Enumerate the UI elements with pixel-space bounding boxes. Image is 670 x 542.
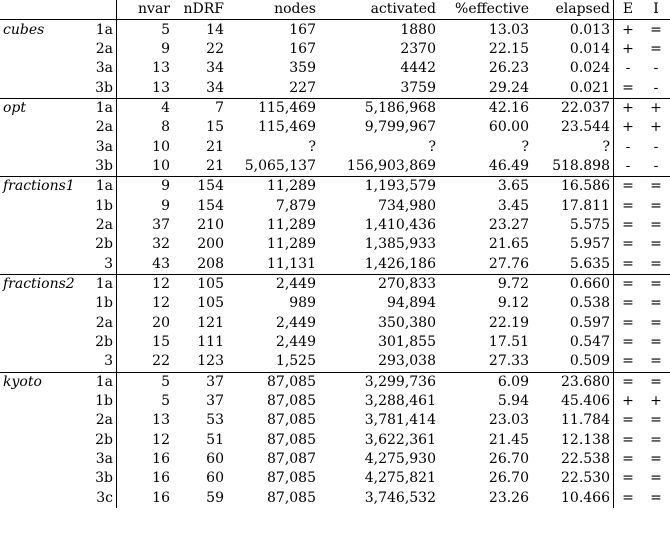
cell-variant: 3b [86, 157, 117, 177]
header-elapsed: elapsed [532, 0, 614, 20]
benchmark-name [0, 450, 86, 469]
cell-nodes: 7,879 [275, 197, 316, 214]
benchmark-name [0, 254, 86, 274]
cell-nvar: 16 [152, 451, 170, 468]
cell-variant: 1b [86, 392, 117, 411]
cell-elapsed: 10.466 [532, 489, 614, 508]
table-row [0, 216, 670, 235]
benchmark-name [0, 314, 86, 333]
cell-effective: 23.27 [488, 216, 529, 233]
cell-i-mark: = [650, 236, 662, 253]
cell-effective: 27.76 [488, 255, 529, 272]
cell-elapsed: ? [532, 137, 614, 156]
cell-nodes: 87,085 [227, 372, 319, 392]
cell-i-mark: = [650, 255, 662, 272]
cell-i-mark: = [650, 216, 662, 233]
cell-nvar: 43 [152, 255, 170, 272]
cell-activated: 1,426,186 [364, 255, 436, 272]
cell-variant: 2b [86, 333, 117, 352]
cell-elapsed: 5.575 [532, 216, 614, 235]
cell-e-mark: = [622, 470, 634, 487]
cell-e-mark: + [622, 393, 634, 410]
cell-activated: 1,385,933 [364, 236, 436, 253]
benchmark-name [0, 431, 86, 450]
table-row [0, 157, 670, 177]
cell-nvar: 13 [152, 412, 170, 429]
table-row [0, 177, 670, 197]
cell-effective: 9.72 [439, 274, 532, 294]
cell-e-mark: = [622, 255, 634, 272]
benchmark-name [0, 157, 86, 177]
cell-ndrf: 111 [197, 334, 224, 351]
cell-i-mark: + [650, 393, 662, 410]
cell-nvar: 10 [152, 138, 170, 155]
cell-effective: 9.12 [497, 295, 529, 312]
cell-variant: 3b [86, 469, 117, 488]
table-row [0, 118, 670, 137]
cell-i-mark: - [653, 138, 659, 155]
cell-variant: 3c [86, 489, 117, 508]
cell-elapsed: 0.014 [532, 40, 614, 59]
cell-effective: 3.65 [439, 177, 532, 197]
table-row [0, 314, 670, 333]
cell-variant: 2a [86, 118, 117, 137]
cell-activated: 734,980 [378, 197, 436, 214]
cell-effective: 29.24 [488, 79, 529, 96]
cell-effective: 60.00 [488, 119, 529, 136]
cell-variant: 3a [86, 450, 117, 469]
header-i: I [642, 0, 670, 20]
cell-nodes: 87,085 [267, 431, 316, 448]
table-row [0, 254, 670, 274]
benchmark-name [0, 392, 86, 411]
cell-ndrf: 21 [206, 138, 224, 155]
cell-effective: 21.45 [488, 431, 529, 448]
cell-nodes: 87,085 [267, 470, 316, 487]
cell-elapsed: 0.013 [532, 20, 614, 40]
cell-activated: 94,894 [387, 295, 436, 312]
cell-nvar: 9 [117, 177, 174, 197]
cell-activated: 1880 [400, 21, 436, 38]
cell-i-mark: = [650, 197, 662, 214]
cell-e-mark: = [614, 372, 643, 392]
cell-i-mark: = [650, 40, 662, 57]
cell-nvar: 32 [152, 236, 170, 253]
table-body [0, 20, 670, 508]
cell-e-mark: + [622, 21, 634, 38]
cell-variant: 1a [86, 20, 117, 40]
cell-e-mark: = [622, 314, 634, 331]
cell-nodes: 2,449 [275, 314, 316, 331]
cell-i-mark: = [650, 412, 662, 429]
cell-i-mark: - [653, 79, 659, 96]
cell-e-mark: = [622, 295, 634, 312]
cell-nodes: 167 [289, 40, 316, 57]
cell-e-mark: + [622, 119, 634, 136]
cell-ndrf: 37 [206, 393, 224, 410]
cell-activated: 156,903,869 [346, 157, 436, 174]
cell-ndrf: 34 [206, 79, 224, 96]
benchmark-name [0, 294, 86, 313]
cell-ndrf: 7 [173, 98, 227, 118]
cell-activated: 4,275,930 [364, 451, 436, 468]
cell-nvar: 20 [152, 314, 170, 331]
cell-ndrf: 123 [197, 353, 224, 370]
table-row [0, 235, 670, 254]
cell-e-mark: + [614, 98, 643, 118]
table-row [0, 431, 670, 450]
header-nodes: nodes [227, 0, 319, 20]
cell-variant: 2a [86, 40, 117, 59]
header-activated: activated [319, 0, 439, 20]
cell-variant: 2b [86, 431, 117, 450]
cell-e-mark: = [614, 177, 643, 197]
cell-activated: 350,380 [378, 314, 436, 331]
cell-elapsed: 0.547 [532, 333, 614, 352]
cell-nodes: 5,065,137 [244, 157, 316, 174]
cell-nodes: 87,085 [267, 393, 316, 410]
cell-elapsed: 0.538 [532, 294, 614, 313]
cell-activated: ? [428, 138, 436, 155]
cell-nodes: 989 [289, 295, 316, 312]
cell-e-mark: = [622, 353, 634, 370]
table-row [0, 469, 670, 488]
cell-i-mark: = [650, 353, 662, 370]
cell-variant: 3a [86, 59, 117, 78]
cell-elapsed: 0.024 [532, 59, 614, 78]
cell-nodes: 2,449 [275, 334, 316, 351]
benchmark-name [0, 59, 86, 78]
cell-variant: 3b [86, 78, 117, 98]
cell-elapsed: 5.957 [532, 235, 614, 254]
table-row [0, 137, 670, 156]
cell-activated: 1,410,436 [364, 216, 436, 233]
cell-nodes: 115,469 [258, 119, 316, 136]
cell-nodes: 87,085 [267, 489, 316, 506]
cell-ndrf: 200 [197, 236, 224, 253]
cell-nvar: 5 [161, 393, 170, 410]
cell-nvar: 4 [117, 98, 174, 118]
cell-activated: 2370 [400, 40, 436, 57]
cell-activated: 4442 [400, 60, 436, 77]
cell-nvar: 12 [117, 274, 174, 294]
cell-ndrf: 210 [197, 216, 224, 233]
cell-elapsed: 17.811 [532, 196, 614, 215]
cell-nvar: 5 [117, 372, 174, 392]
cell-ndrf: 22 [206, 40, 224, 57]
table-row [0, 294, 670, 313]
cell-elapsed: 12.138 [532, 431, 614, 450]
cell-i-mark: = [650, 21, 662, 38]
cell-activated: 5,186,968 [319, 98, 439, 118]
header-row [0, 0, 670, 20]
cell-ndrf: 53 [206, 412, 224, 429]
cell-elapsed: 22.037 [532, 98, 614, 118]
benchmark-name [0, 411, 86, 430]
header-effective: %effective [439, 0, 532, 20]
cell-ndrf: 154 [173, 177, 227, 197]
cell-variant: 2b [86, 235, 117, 254]
cell-effective: 26.23 [488, 60, 529, 77]
benchmark-name: kyoto [0, 372, 86, 392]
cell-ndrf: 14 [206, 21, 224, 38]
cell-nvar: 13 [152, 79, 170, 96]
cell-elapsed: 0.021 [532, 78, 614, 98]
cell-activated: 3,288,461 [364, 393, 436, 410]
cell-variant: 1a [86, 98, 117, 118]
cell-i-mark: = [650, 314, 662, 331]
cell-e-mark: = [614, 274, 643, 294]
cell-effective: 26.70 [488, 470, 529, 487]
cell-nvar: 16 [152, 470, 170, 487]
cell-variant: 1b [86, 196, 117, 215]
cell-variant: 3 [86, 254, 117, 274]
cell-effective: 6.09 [439, 372, 532, 392]
cell-activated: 3,746,532 [364, 489, 436, 506]
cell-nvar: 13 [152, 60, 170, 77]
cell-elapsed: 0.597 [532, 314, 614, 333]
cell-e-mark: = [622, 431, 634, 448]
benchmark-name: fractions1 [0, 177, 86, 197]
cell-nodes: 11,289 [227, 177, 319, 197]
cell-effective: 27.33 [488, 353, 529, 370]
cell-activated: 1,193,579 [319, 177, 439, 197]
cell-i-mark: = [650, 334, 662, 351]
cell-elapsed: 0.509 [532, 352, 614, 372]
table-row [0, 489, 670, 508]
cell-e-mark: = [622, 216, 634, 233]
header-benchmark [0, 0, 86, 20]
cell-elapsed: 5.635 [532, 254, 614, 274]
cell-activated: 3,622,361 [364, 431, 436, 448]
cell-nvar: 16 [152, 489, 170, 506]
cell-nvar: 9 [161, 40, 170, 57]
table-row [0, 20, 670, 40]
cell-elapsed: 23.680 [532, 372, 614, 392]
cell-i-mark: = [642, 274, 670, 294]
cell-e-mark: = [622, 197, 634, 214]
cell-nvar: 15 [152, 334, 170, 351]
cell-nodes: 227 [289, 79, 316, 96]
table-row [0, 411, 670, 430]
benchmark-name [0, 469, 86, 488]
cell-ndrf: 37 [173, 372, 227, 392]
cell-ndrf: 154 [197, 197, 224, 214]
table-row [0, 59, 670, 78]
cell-ndrf: 121 [197, 314, 224, 331]
header-variant [86, 0, 117, 20]
table-row [0, 352, 670, 372]
cell-nodes: 359 [289, 60, 316, 77]
benchmark-name: cubes [3, 21, 45, 38]
cell-elapsed: 11.784 [532, 411, 614, 430]
cell-i-mark: = [650, 431, 662, 448]
table-row [0, 98, 670, 118]
cell-effective: 26.70 [488, 451, 529, 468]
cell-elapsed: 16.586 [532, 177, 614, 197]
cell-nodes: 11,131 [267, 255, 316, 272]
cell-ndrf: 60 [206, 470, 224, 487]
cell-i-mark: = [650, 489, 662, 506]
benchmark-name [0, 78, 86, 98]
cell-effective: 42.16 [439, 98, 532, 118]
cell-e-mark: = [622, 236, 634, 253]
cell-elapsed: 22.530 [532, 469, 614, 488]
cell-variant: 1a [86, 177, 117, 197]
benchmark-name [0, 352, 86, 372]
cell-ndrf: 105 [197, 295, 224, 312]
benchmark-name [0, 216, 86, 235]
benchmark-name [0, 196, 86, 215]
cell-nvar: 8 [161, 119, 170, 136]
cell-variant: 3 [86, 352, 117, 372]
cell-effective: 22.15 [488, 40, 529, 57]
benchmark-name [0, 137, 86, 156]
cell-nvar: 9 [161, 197, 170, 214]
cell-nodes: 1,525 [275, 353, 316, 370]
benchmark-name [0, 235, 86, 254]
cell-activated: 270,833 [319, 274, 439, 294]
cell-variant: 1a [86, 274, 117, 294]
cell-i-mark: + [642, 98, 670, 118]
benchmark-name [0, 489, 86, 508]
cell-variant: 2a [86, 216, 117, 235]
cell-e-mark: = [622, 489, 634, 506]
cell-effective: 23.26 [488, 489, 529, 506]
cell-variant: 1b [86, 294, 117, 313]
cell-i-mark: - [653, 60, 659, 77]
cell-activated: 3,781,414 [364, 412, 436, 429]
cell-nodes: 115,469 [227, 98, 319, 118]
cell-e-mark: - [625, 157, 631, 174]
cell-variant: 3a [86, 137, 117, 156]
cell-variant: 2a [86, 411, 117, 430]
benchmark-name: fractions2 [0, 274, 86, 294]
cell-effective: 46.49 [488, 157, 529, 174]
cell-variant: 1a [86, 372, 117, 392]
benchmark-name [0, 118, 86, 137]
cell-ndrf: 34 [206, 60, 224, 77]
table-row [0, 372, 670, 392]
cell-effective: ? [521, 138, 529, 155]
cell-nodes: ? [308, 138, 316, 155]
cell-variant: 2a [86, 314, 117, 333]
table-row [0, 450, 670, 469]
cell-activated: 301,855 [378, 334, 436, 351]
cell-nvar: 22 [152, 353, 170, 370]
cell-activated: 4,275,821 [364, 470, 436, 487]
cell-ndrf: 59 [206, 489, 224, 506]
cell-ndrf: 208 [197, 255, 224, 272]
cell-effective: 5.94 [497, 393, 529, 410]
cell-elapsed: 45.406 [532, 392, 614, 411]
table-row [0, 78, 670, 98]
cell-nodes: 11,289 [267, 216, 316, 233]
table-row [0, 40, 670, 59]
header-ndrf: nDRF [173, 0, 227, 20]
cell-ndrf: 15 [206, 119, 224, 136]
cell-nvar: 12 [152, 295, 170, 312]
cell-effective: 21.65 [488, 236, 529, 253]
cell-activated: 9,799,967 [364, 119, 436, 136]
benchmark-name: opt [0, 98, 86, 118]
cell-i-mark: + [650, 119, 662, 136]
cell-i-mark: = [650, 470, 662, 487]
benchmark-name [0, 333, 86, 352]
cell-nvar: 5 [161, 21, 170, 38]
cell-e-mark: = [622, 79, 634, 96]
table-row [0, 196, 670, 215]
cell-i-mark: = [642, 177, 670, 197]
cell-i-mark: - [653, 157, 659, 174]
table-row [0, 274, 670, 294]
benchmark-name [0, 40, 86, 59]
cell-elapsed: 0.660 [532, 274, 614, 294]
cell-e-mark: - [625, 138, 631, 155]
cell-i-mark: = [650, 451, 662, 468]
cell-nvar: 37 [152, 216, 170, 233]
cell-ndrf: 51 [206, 431, 224, 448]
cell-nodes: 167 [289, 21, 316, 38]
cell-e-mark: = [622, 451, 634, 468]
cell-effective: 23.03 [488, 412, 529, 429]
cell-activated: 293,038 [378, 353, 436, 370]
table-row [0, 392, 670, 411]
cell-effective: 17.51 [488, 334, 529, 351]
cell-e-mark: - [625, 60, 631, 77]
cell-nvar: 10 [152, 157, 170, 174]
cell-nodes: 11,289 [267, 236, 316, 253]
cell-e-mark: = [622, 334, 634, 351]
cell-nodes: 2,449 [227, 274, 319, 294]
cell-e-mark: = [622, 412, 634, 429]
cell-ndrf: 60 [206, 451, 224, 468]
cell-nodes: 87,087 [267, 451, 316, 468]
cell-activated: 3,299,736 [319, 372, 439, 392]
cell-i-mark: = [650, 295, 662, 312]
cell-activated: 3759 [400, 79, 436, 96]
header-nvar: nvar [117, 0, 174, 20]
cell-elapsed: 22.538 [532, 450, 614, 469]
cell-nodes: 87,085 [267, 412, 316, 429]
cell-ndrf: 105 [173, 274, 227, 294]
cell-effective: 22.19 [488, 314, 529, 331]
cell-elapsed: 23.544 [532, 118, 614, 137]
cell-nvar: 12 [152, 431, 170, 448]
table-row [0, 333, 670, 352]
header-e: E [614, 0, 643, 20]
cell-effective: 3.45 [497, 197, 529, 214]
cell-i-mark: = [642, 372, 670, 392]
cell-effective: 13.03 [488, 21, 529, 38]
cell-elapsed: 518.898 [532, 157, 614, 177]
cell-e-mark: + [622, 40, 634, 57]
cell-ndrf: 21 [206, 157, 224, 174]
